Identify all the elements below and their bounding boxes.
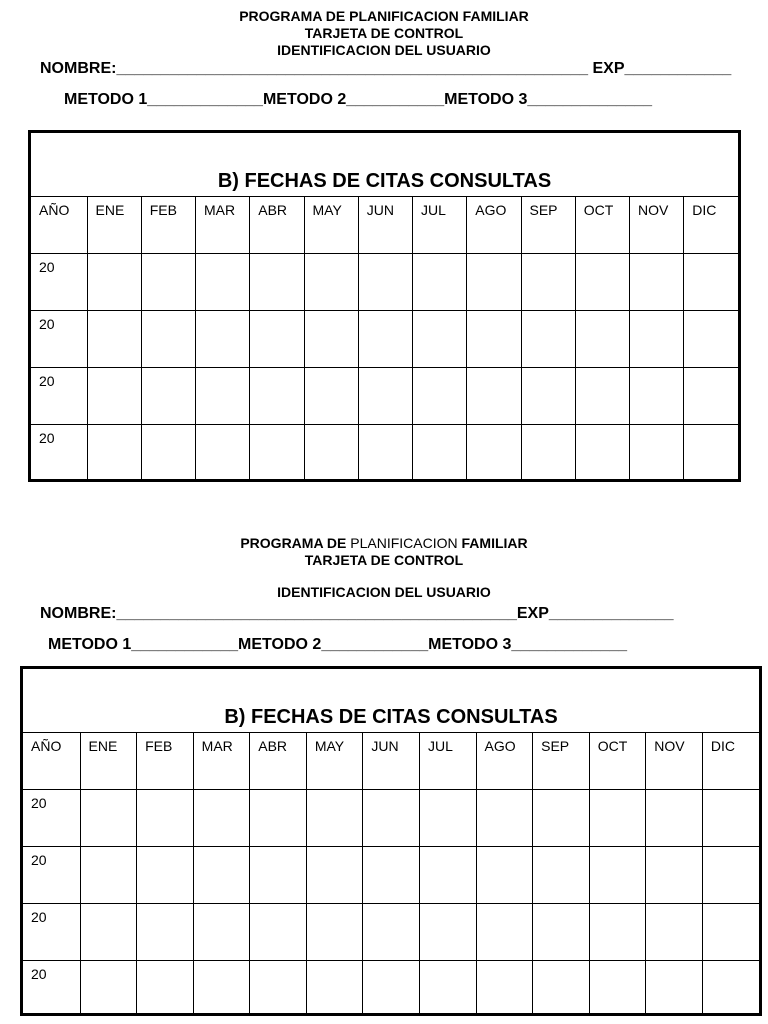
table-row <box>31 425 738 479</box>
column-header-dic: DIC <box>684 197 738 254</box>
date-cell[interactable] <box>521 425 575 479</box>
date-cell[interactable] <box>358 425 412 479</box>
date-cell[interactable] <box>304 311 358 368</box>
column-header-oct: OCT <box>575 197 629 254</box>
date-cell[interactable] <box>304 254 358 311</box>
date-cell[interactable] <box>358 311 412 368</box>
date-cell[interactable] <box>630 254 684 311</box>
column-header-may: MAY <box>306 733 363 790</box>
nombre-exp-line[interactable]: NOMBRE:_____________________________________________________ EXP____________ <box>40 60 732 77</box>
date-cell[interactable] <box>80 961 137 1015</box>
date-cell[interactable] <box>250 904 307 961</box>
date-cell[interactable] <box>467 311 521 368</box>
column-header-ene: ENE <box>80 733 137 790</box>
date-cell[interactable] <box>250 790 307 847</box>
date-cell[interactable] <box>196 254 250 311</box>
column-header-nov: NOV <box>646 733 703 790</box>
date-cell[interactable] <box>193 904 250 961</box>
column-header-ago: AGO <box>467 197 521 254</box>
table-row <box>31 368 738 425</box>
date-cell[interactable] <box>646 847 703 904</box>
year-cell[interactable]: 20 <box>31 425 87 479</box>
date-cell[interactable] <box>80 904 137 961</box>
column-header-dic: DIC <box>702 733 759 790</box>
date-cell[interactable] <box>363 961 420 1015</box>
date-cell[interactable] <box>87 368 141 425</box>
date-cell[interactable] <box>196 311 250 368</box>
date-cell[interactable] <box>419 904 476 961</box>
date-cell[interactable] <box>533 847 590 904</box>
table-row <box>23 904 759 961</box>
date-cell[interactable] <box>137 790 194 847</box>
column-header-feb: FEB <box>141 197 195 254</box>
year-cell[interactable]: 20 <box>31 311 87 368</box>
date-cell[interactable] <box>630 311 684 368</box>
column-header-jun: JUN <box>363 733 420 790</box>
year-cell[interactable]: 20 <box>23 961 80 1015</box>
program-title-text: PROGRAMA DE PLANIFICACION FAMILIAR <box>239 8 529 24</box>
date-cell[interactable] <box>196 368 250 425</box>
table-row <box>31 254 738 311</box>
date-cell[interactable] <box>702 961 759 1015</box>
date-cell[interactable] <box>196 425 250 479</box>
date-cell[interactable] <box>304 425 358 479</box>
date-cell[interactable] <box>250 847 307 904</box>
date-cell[interactable] <box>413 368 467 425</box>
appointments-table <box>23 732 759 1015</box>
date-cell[interactable] <box>80 847 137 904</box>
date-cell[interactable] <box>306 847 363 904</box>
date-cell[interactable] <box>630 368 684 425</box>
column-header-year: AÑO <box>23 733 80 790</box>
date-cell[interactable] <box>575 311 629 368</box>
program-title-part-3: FAMILIAR <box>457 535 528 551</box>
date-cell[interactable] <box>684 368 738 425</box>
date-cell[interactable] <box>413 311 467 368</box>
date-cell[interactable] <box>141 254 195 311</box>
date-cell[interactable] <box>476 904 533 961</box>
program-title <box>0 8 768 24</box>
program-title <box>0 535 768 551</box>
program-title-part-2: PLANIFICACION <box>350 535 458 551</box>
date-cell[interactable] <box>193 790 250 847</box>
table-row <box>23 847 759 904</box>
column-header-abr: ABR <box>250 197 304 254</box>
date-cell[interactable] <box>684 311 738 368</box>
date-cell[interactable] <box>137 961 194 1015</box>
date-cell[interactable] <box>467 254 521 311</box>
date-cell[interactable] <box>646 790 703 847</box>
date-cell[interactable] <box>533 904 590 961</box>
section-title: B) FECHAS DE CITAS CONSULTAS <box>224 706 558 728</box>
date-cell[interactable] <box>413 254 467 311</box>
date-cell[interactable] <box>358 368 412 425</box>
card-title: TARJETA DE CONTROL <box>304 552 464 568</box>
column-header-ene: ENE <box>87 197 141 254</box>
date-cell[interactable] <box>304 368 358 425</box>
metodo-line[interactable]: METODO 1_____________METODO 2___________METODO 3______________ <box>64 91 652 108</box>
date-cell[interactable] <box>358 254 412 311</box>
date-cell[interactable] <box>521 368 575 425</box>
appointments-box <box>20 666 762 1016</box>
date-cell[interactable] <box>87 311 141 368</box>
year-cell[interactable]: 20 <box>23 790 80 847</box>
date-cell[interactable] <box>702 790 759 847</box>
date-cell[interactable] <box>684 425 738 479</box>
date-cell[interactable] <box>589 904 646 961</box>
header-row <box>23 733 759 790</box>
column-header-sep: SEP <box>533 733 590 790</box>
column-header-may: MAY <box>304 197 358 254</box>
column-header-jun: JUN <box>358 197 412 254</box>
header-row <box>31 197 738 254</box>
date-cell[interactable] <box>250 254 304 311</box>
column-header-jul: JUL <box>419 733 476 790</box>
date-cell[interactable] <box>467 425 521 479</box>
date-cell[interactable] <box>363 847 420 904</box>
date-cell[interactable] <box>646 961 703 1015</box>
column-header-abr: ABR <box>250 733 307 790</box>
date-cell[interactable] <box>476 790 533 847</box>
date-cell[interactable] <box>306 904 363 961</box>
date-cell[interactable] <box>363 790 420 847</box>
date-cell[interactable] <box>476 847 533 904</box>
date-cell[interactable] <box>575 254 629 311</box>
date-cell[interactable] <box>684 254 738 311</box>
date-cell[interactable] <box>87 254 141 311</box>
date-cell[interactable] <box>521 254 575 311</box>
date-cell[interactable] <box>575 425 629 479</box>
date-cell[interactable] <box>646 904 703 961</box>
date-cell[interactable] <box>141 425 195 479</box>
date-cell[interactable] <box>575 368 629 425</box>
date-cell[interactable] <box>250 961 307 1015</box>
card-title: TARJETA DE CONTROL <box>304 25 464 41</box>
date-cell[interactable] <box>141 311 195 368</box>
column-header-ago: AGO <box>476 733 533 790</box>
column-header-sep: SEP <box>521 197 575 254</box>
year-cell[interactable]: 20 <box>31 254 87 311</box>
table-row <box>31 311 738 368</box>
appointments-box <box>28 130 741 482</box>
date-cell[interactable] <box>141 368 195 425</box>
date-cell[interactable] <box>413 425 467 479</box>
date-cell[interactable] <box>193 961 250 1015</box>
date-cell[interactable] <box>137 847 194 904</box>
user-identification-title: IDENTIFICACION DEL USUARIO <box>277 584 491 600</box>
table-row <box>23 790 759 847</box>
date-cell[interactable] <box>533 790 590 847</box>
appointments-table <box>31 196 738 479</box>
table-row <box>23 961 759 1015</box>
column-header-oct: OCT <box>589 733 646 790</box>
column-header-jul: JUL <box>413 197 467 254</box>
date-cell[interactable] <box>533 961 590 1015</box>
date-cell[interactable] <box>250 368 304 425</box>
user-identification-title: IDENTIFICACION DEL USUARIO <box>277 42 491 58</box>
date-cell[interactable] <box>193 847 250 904</box>
date-cell[interactable] <box>702 847 759 904</box>
date-cell[interactable] <box>630 425 684 479</box>
column-header-feb: FEB <box>137 733 194 790</box>
metodo-line[interactable]: METODO 1____________METODO 2____________METODO 3_____________ <box>48 636 628 653</box>
date-cell[interactable] <box>87 425 141 479</box>
date-cell[interactable] <box>80 790 137 847</box>
date-cell[interactable] <box>419 790 476 847</box>
nombre-exp-line[interactable]: NOMBRE:_____________________________________________EXP______________ <box>40 605 674 622</box>
date-cell[interactable] <box>137 904 194 961</box>
date-cell[interactable] <box>589 847 646 904</box>
column-header-year: AÑO <box>31 197 87 254</box>
column-header-mar: MAR <box>193 733 250 790</box>
date-cell[interactable] <box>702 904 759 961</box>
year-cell[interactable]: 20 <box>23 904 80 961</box>
section-title: B) FECHAS DE CITAS CONSULTAS <box>217 170 552 192</box>
date-cell[interactable] <box>589 961 646 1015</box>
year-cell[interactable]: 20 <box>23 847 80 904</box>
year-cell[interactable]: 20 <box>31 368 87 425</box>
date-cell[interactable] <box>250 425 304 479</box>
date-cell[interactable] <box>419 961 476 1015</box>
date-cell[interactable] <box>521 311 575 368</box>
date-cell[interactable] <box>306 790 363 847</box>
column-header-nov: NOV <box>630 197 684 254</box>
date-cell[interactable] <box>476 961 533 1015</box>
date-cell[interactable] <box>589 790 646 847</box>
date-cell[interactable] <box>467 368 521 425</box>
program-title-part-1: PROGRAMA DE <box>240 535 351 551</box>
column-header-mar: MAR <box>196 197 250 254</box>
date-cell[interactable] <box>250 311 304 368</box>
date-cell[interactable] <box>363 904 420 961</box>
date-cell[interactable] <box>419 847 476 904</box>
date-cell[interactable] <box>306 961 363 1015</box>
